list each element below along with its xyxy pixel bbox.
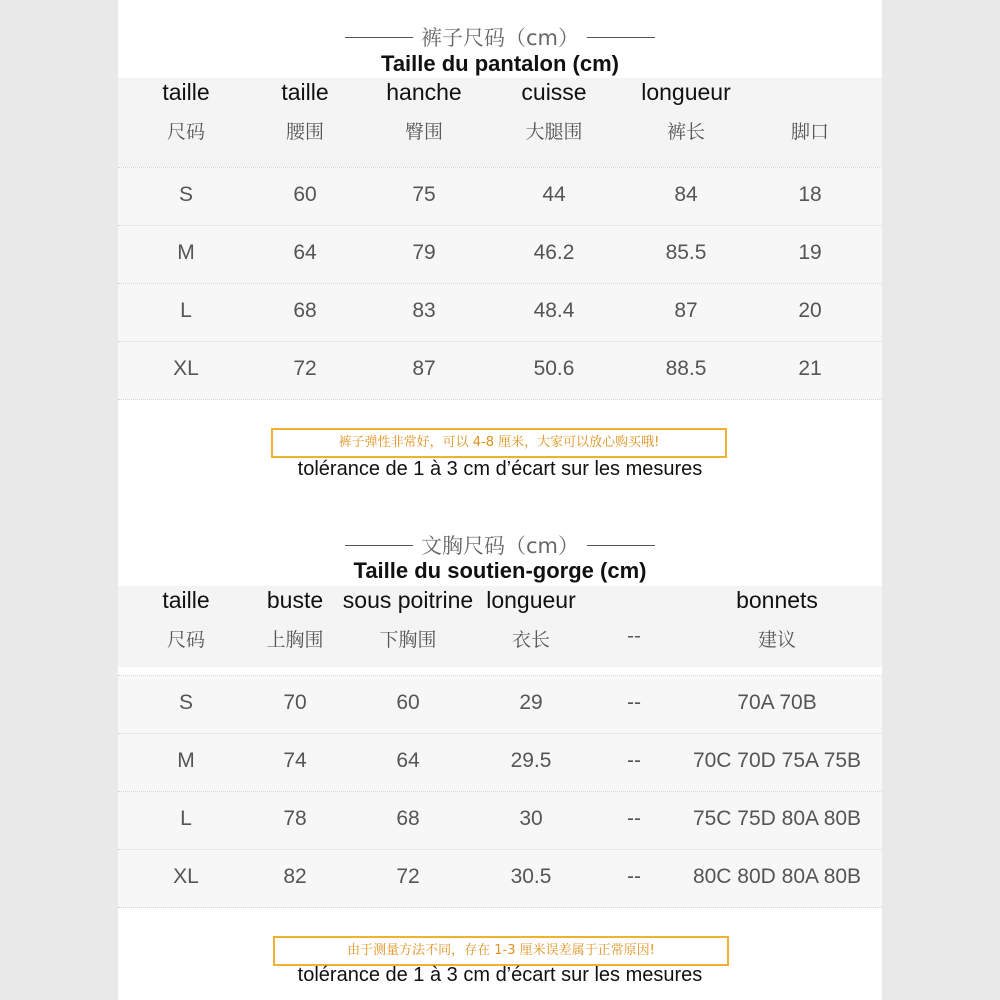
table-cell: 70A 70B <box>737 691 817 714</box>
col-header-cn: 上胸围 <box>266 629 324 651</box>
pants-elasticity-note: 裤子弹性非常好，可以 4-8 厘米，大家可以放心购买哦! <box>271 428 727 458</box>
table-cell: -- <box>627 807 641 830</box>
col-header-fr: taille <box>162 79 210 105</box>
table-cell: 30.5 <box>510 865 552 888</box>
table-cell: 50.6 <box>533 357 575 380</box>
table-cell: 46.2 <box>533 241 575 264</box>
table-cell: XL <box>173 357 199 380</box>
table-cell: 21 <box>798 357 822 380</box>
table-cell: 79 <box>412 241 436 264</box>
table-cell: 83 <box>412 299 436 322</box>
table-cell: 87 <box>412 357 436 380</box>
table-cell: 75 <box>412 183 436 206</box>
col-header-fr: longueur <box>486 587 576 613</box>
col-header-cn: 大腿围 <box>525 121 583 143</box>
table-cell: 85.5 <box>665 241 707 264</box>
bra-cn-title: 文胸尺码（cm） <box>118 530 882 560</box>
title-rule-left <box>345 545 413 546</box>
row-divider <box>118 675 882 676</box>
table-cell: L <box>180 299 192 322</box>
title-rule-right <box>587 37 655 38</box>
table-cell: 19 <box>798 241 822 264</box>
col-header-cn: 腰围 <box>285 121 325 143</box>
col-header-cn: 衣长 <box>511 629 551 651</box>
table-cell: 84 <box>674 183 698 206</box>
title-rule-left <box>345 37 413 38</box>
col-header-cn: 臀围 <box>404 121 444 143</box>
table-cell: 80C 80D 80A 80B <box>692 865 862 888</box>
bra-tolerance-note: tolérance de 1 à 3 cm d’écart sur les mesures <box>297 964 703 986</box>
pants-tolerance-note: tolérance de 1 à 3 cm d’écart sur les mesures <box>297 458 703 480</box>
table-cell: 64 <box>396 749 420 772</box>
table-cell: L <box>180 807 192 830</box>
table-cell: 87 <box>674 299 698 322</box>
table-cell: -- <box>627 691 641 714</box>
col-header-cn: 建议 <box>757 629 797 651</box>
row-divider <box>118 341 882 342</box>
table-cell: 44 <box>542 183 566 206</box>
col-header-cn: -- <box>627 625 641 647</box>
row-divider <box>118 791 882 792</box>
pants-header-band <box>118 78 882 167</box>
table-cell: 70 <box>283 691 307 714</box>
col-header-fr: bonnets <box>736 587 818 613</box>
row-divider <box>118 225 882 226</box>
table-cell: 60 <box>293 183 317 206</box>
pants-fr-title: Taille du pantalon (cm) <box>381 51 619 76</box>
table-cell: 78 <box>283 807 307 830</box>
table-cell: 82 <box>283 865 307 888</box>
col-header-fr: cuisse <box>521 79 587 105</box>
table-cell: 88.5 <box>665 357 707 380</box>
col-header-cn: 尺码 <box>166 629 206 651</box>
col-header-fr: sous poitrine <box>342 587 474 613</box>
row-divider <box>118 283 882 284</box>
col-header-fr: longueur <box>641 79 731 105</box>
pants-size-section <box>118 0 882 492</box>
table-cell: 64 <box>293 241 317 264</box>
table-cell: -- <box>627 865 641 888</box>
col-header-fr: taille <box>281 79 329 105</box>
row-divider <box>118 907 882 908</box>
row-divider <box>118 733 882 734</box>
title-rule-right <box>587 545 655 546</box>
pants-cn-title: 裤子尺码（cm） <box>118 22 882 52</box>
col-header-fr: hanche <box>386 79 462 105</box>
bra-fr-title: Taille du soutien-gorge (cm) <box>353 558 647 583</box>
col-header-fr: buste <box>266 587 324 613</box>
table-cell: 68 <box>293 299 317 322</box>
table-cell: M <box>177 241 195 264</box>
table-cell: 20 <box>798 299 822 322</box>
pants-data-band <box>118 168 882 400</box>
col-header-fr: taille <box>162 587 210 613</box>
size-chart-sheet <box>118 0 882 1000</box>
table-cell: XL <box>173 865 199 888</box>
table-cell: 30 <box>519 807 543 830</box>
table-cell: 48.4 <box>533 299 575 322</box>
table-cell: S <box>178 691 194 714</box>
col-header-cn: 尺码 <box>166 121 206 143</box>
row-divider <box>118 849 882 850</box>
col-header-cn: 裤长 <box>666 121 706 143</box>
bra-size-section <box>118 492 882 1000</box>
table-cell: S <box>178 183 194 206</box>
table-cell: 60 <box>396 691 420 714</box>
table-cell: 18 <box>798 183 822 206</box>
row-divider <box>118 399 882 400</box>
table-cell: 74 <box>283 749 307 772</box>
table-cell: M <box>177 749 195 772</box>
col-header-cn: 脚口 <box>790 121 830 143</box>
table-cell: 70C 70D 75A 75B <box>692 749 862 772</box>
table-cell: 29 <box>519 691 543 714</box>
table-cell: -- <box>627 749 641 772</box>
row-divider <box>118 167 882 168</box>
table-cell: 72 <box>293 357 317 380</box>
bra-measurement-note: 由于测量方法不同，存在 1-3 厘米误差属于正常原因! <box>273 936 729 966</box>
col-header-cn: 下胸围 <box>379 629 437 651</box>
table-cell: 68 <box>396 807 420 830</box>
table-cell: 75C 75D 80A 80B <box>692 807 862 830</box>
table-cell: 29.5 <box>510 749 552 772</box>
table-cell: 72 <box>396 865 420 888</box>
